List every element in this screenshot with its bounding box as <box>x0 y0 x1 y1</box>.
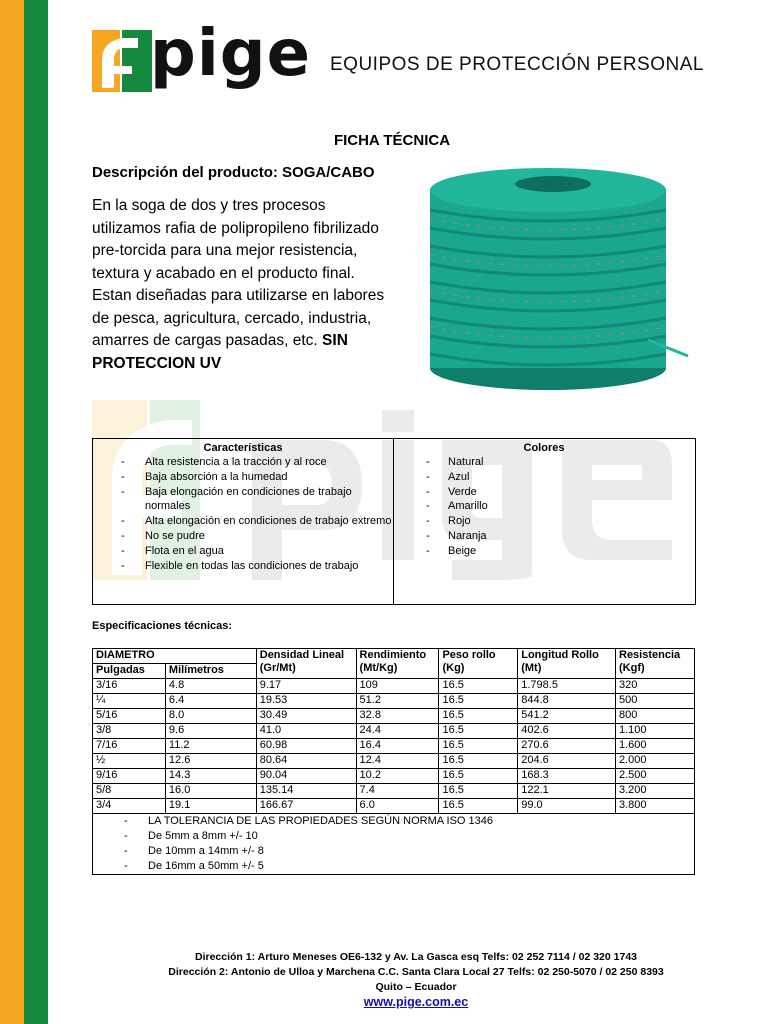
table-cell: 5/8 <box>93 784 166 799</box>
table-cell: 6.4 <box>165 694 256 709</box>
table-cell: 844.8 <box>518 694 616 709</box>
rope-coil-image <box>403 150 693 410</box>
header-pulgadas: Pulgadas <box>93 664 166 679</box>
pige-logo-icon <box>92 30 152 92</box>
table-cell: 16.5 <box>439 724 518 739</box>
table-cell: 7/16 <box>93 739 166 754</box>
list-item: - Rojo <box>394 514 694 529</box>
table-cell: 122.1 <box>518 784 616 799</box>
table-row <box>93 799 695 814</box>
table-cell: 3/8 <box>93 724 166 739</box>
table-cell: 1.100 <box>616 724 695 739</box>
table-cell: 12.4 <box>356 754 439 769</box>
table-cell: 90.04 <box>256 769 356 784</box>
table-cell: 16.5 <box>439 679 518 694</box>
list-item: - Verde <box>394 485 694 500</box>
list-item: - Flexible en todas las condiciones de trabajo <box>93 559 393 574</box>
table-cell: 500 <box>616 694 695 709</box>
description-emphasis: SIN PROTECCION UV <box>92 332 348 372</box>
description-body: En la soga de dos y tres procesos utilizamos rafia de polipropileno fibrilizado pre-torcida para una mejor resistencia, textura y acabado en el producto final. Estan diseñadas para utilizarse en labores de pesca, agricultura, cercado, industria, amarres de cargas pasadas, etc. <box>92 197 385 349</box>
table-cell: 135.14 <box>256 784 356 799</box>
table-cell: 16.5 <box>439 694 518 709</box>
table-cell: 9.17 <box>256 679 356 694</box>
table-cell: 3/16 <box>93 679 166 694</box>
table-cell: 1.798.5 <box>518 679 616 694</box>
table-cell: 109 <box>356 679 439 694</box>
table-cell: 3/4 <box>93 799 166 814</box>
header-rendimiento: Rendimiento (Mt/Kg) <box>356 649 439 679</box>
colors-column <box>394 439 694 604</box>
description-label: Descripción del producto: SOGA/CABO <box>92 164 375 181</box>
brand-name: pige <box>150 17 311 91</box>
note-item: - De 16mm a 50mm +/- 5 <box>96 859 691 874</box>
description-text <box>92 195 398 375</box>
header-peso: Peso rollo (Kg) <box>439 649 518 679</box>
table-cell: 2.000 <box>616 754 695 769</box>
table-cell: 41.0 <box>256 724 356 739</box>
table-cell: 12.6 <box>165 754 256 769</box>
notes-row <box>93 814 695 875</box>
green-side-stripe <box>24 0 48 1024</box>
colors-heading: Colores <box>523 442 565 454</box>
list-item: - Alta resistencia a la tracción y al roce <box>93 455 393 470</box>
table-cell: 99.0 <box>518 799 616 814</box>
note-item: - De 10mm a 14mm +/- 8 <box>96 844 691 859</box>
document-title: FICHA TÉCNICA <box>333 132 451 149</box>
orange-side-stripe <box>0 0 24 1024</box>
footer-city: Quito – Ecuador <box>375 981 457 993</box>
table-cell: 32.8 <box>356 709 439 724</box>
header-milimetros: Milímetros <box>165 664 256 679</box>
table-cell: 19.1 <box>165 799 256 814</box>
table-cell: 16.5 <box>439 769 518 784</box>
characteristics-list <box>93 455 393 573</box>
footer-address-2: Dirección 2: Antonio de Ulloa y Marchena C.C. Santa Clara Local 27 Telfs: 02 250-5070 / 02 250 8393 <box>168 966 664 978</box>
website-link[interactable]: www.pige.com.ec <box>363 995 469 1009</box>
table-cell: 16.5 <box>439 754 518 769</box>
table-cell: 320 <box>616 679 695 694</box>
table-cell: ¼ <box>93 694 166 709</box>
table-cell: 24.4 <box>356 724 439 739</box>
table-cell: 16.5 <box>439 709 518 724</box>
table-cell: 541.2 <box>518 709 616 724</box>
characteristics-box <box>92 438 696 605</box>
header-title: EQUIPOS DE PROTECCIÓN PERSONAL <box>330 54 704 75</box>
table-cell: 166.67 <box>256 799 356 814</box>
table-cell: 9.6 <box>165 724 256 739</box>
table-cell: 16.0 <box>165 784 256 799</box>
table-cell: 10.2 <box>356 769 439 784</box>
table-cell: 11.2 <box>165 739 256 754</box>
table-row <box>93 754 695 769</box>
table-row <box>93 784 695 799</box>
table-row <box>93 679 695 694</box>
table-cell: ½ <box>93 754 166 769</box>
table-cell: 19.53 <box>256 694 356 709</box>
table-cell: 800 <box>616 709 695 724</box>
table-cell: 8.0 <box>165 709 256 724</box>
note-item: - LA TOLERANCIA DE LAS PROPIEDADES SEGÚN NORMA ISO 1346 <box>96 814 691 829</box>
table-cell: 16.5 <box>439 739 518 754</box>
footer <box>48 950 768 1011</box>
table-cell: 30.49 <box>256 709 356 724</box>
note-item: - De 5mm a 8mm +/- 10 <box>96 829 691 844</box>
table-cell: 4.8 <box>165 679 256 694</box>
table-header-row <box>93 649 695 664</box>
table-row <box>93 739 695 754</box>
table-cell: 168.3 <box>518 769 616 784</box>
colors-list <box>394 455 694 559</box>
footer-address-1: Dirección 1: Arturo Meneses OE6-132 y Av. La Gasca esq Telfs: 02 252 7114 / 02 320 1743 <box>194 951 638 963</box>
list-item: - No se pudre <box>93 529 393 544</box>
header-densidad: Densidad Lineal (Gr/Mt) <box>256 649 356 679</box>
table-cell: 2.500 <box>616 769 695 784</box>
table-cell: 60.98 <box>256 739 356 754</box>
list-item: - Amarillo <box>394 499 694 514</box>
table-cell: 3.200 <box>616 784 695 799</box>
list-item: - Natural <box>394 455 694 470</box>
table-cell: 16.4 <box>356 739 439 754</box>
specs-table <box>92 648 695 875</box>
table-cell: 80.64 <box>256 754 356 769</box>
notes-list <box>96 814 691 874</box>
list-item: - Beige <box>394 544 694 559</box>
table-cell: 16.5 <box>439 799 518 814</box>
table-cell: 5/16 <box>93 709 166 724</box>
table-row <box>93 694 695 709</box>
table-row <box>93 724 695 739</box>
characteristics-heading: Características <box>203 442 283 454</box>
header-resistencia: Resistencia (Kgf) <box>616 649 695 679</box>
list-item: - Azul <box>394 470 694 485</box>
list-item: - Baja absorción a la humedad <box>93 470 393 485</box>
table-cell: 14.3 <box>165 769 256 784</box>
list-item: - Naranja <box>394 529 694 544</box>
table-cell: 1.600 <box>616 739 695 754</box>
specs-table-body <box>93 679 695 814</box>
table-cell: 51.2 <box>356 694 439 709</box>
notes-cell <box>93 814 695 875</box>
table-cell: 7.4 <box>356 784 439 799</box>
list-item: - Alta elongación en condiciones de trabajo extremo <box>93 514 393 529</box>
list-item: - Baja elongación en condiciones de trabajo normales <box>93 485 393 515</box>
table-cell: 204.6 <box>518 754 616 769</box>
characteristics-column <box>93 439 394 604</box>
list-item: - Flota en el agua <box>93 544 393 559</box>
table-cell: 16.5 <box>439 784 518 799</box>
specs-label: Especificaciones técnicas: <box>92 620 233 632</box>
table-cell: 6.0 <box>356 799 439 814</box>
table-cell: 270.6 <box>518 739 616 754</box>
table-cell: 3.800 <box>616 799 695 814</box>
table-row <box>93 769 695 784</box>
table-cell: 402.6 <box>518 724 616 739</box>
table-row <box>93 709 695 724</box>
table-cell: 9/16 <box>93 769 166 784</box>
header-diametro: DIAMETRO <box>93 649 257 664</box>
header-longitud: Longitud Rollo (Mt) <box>518 649 616 679</box>
